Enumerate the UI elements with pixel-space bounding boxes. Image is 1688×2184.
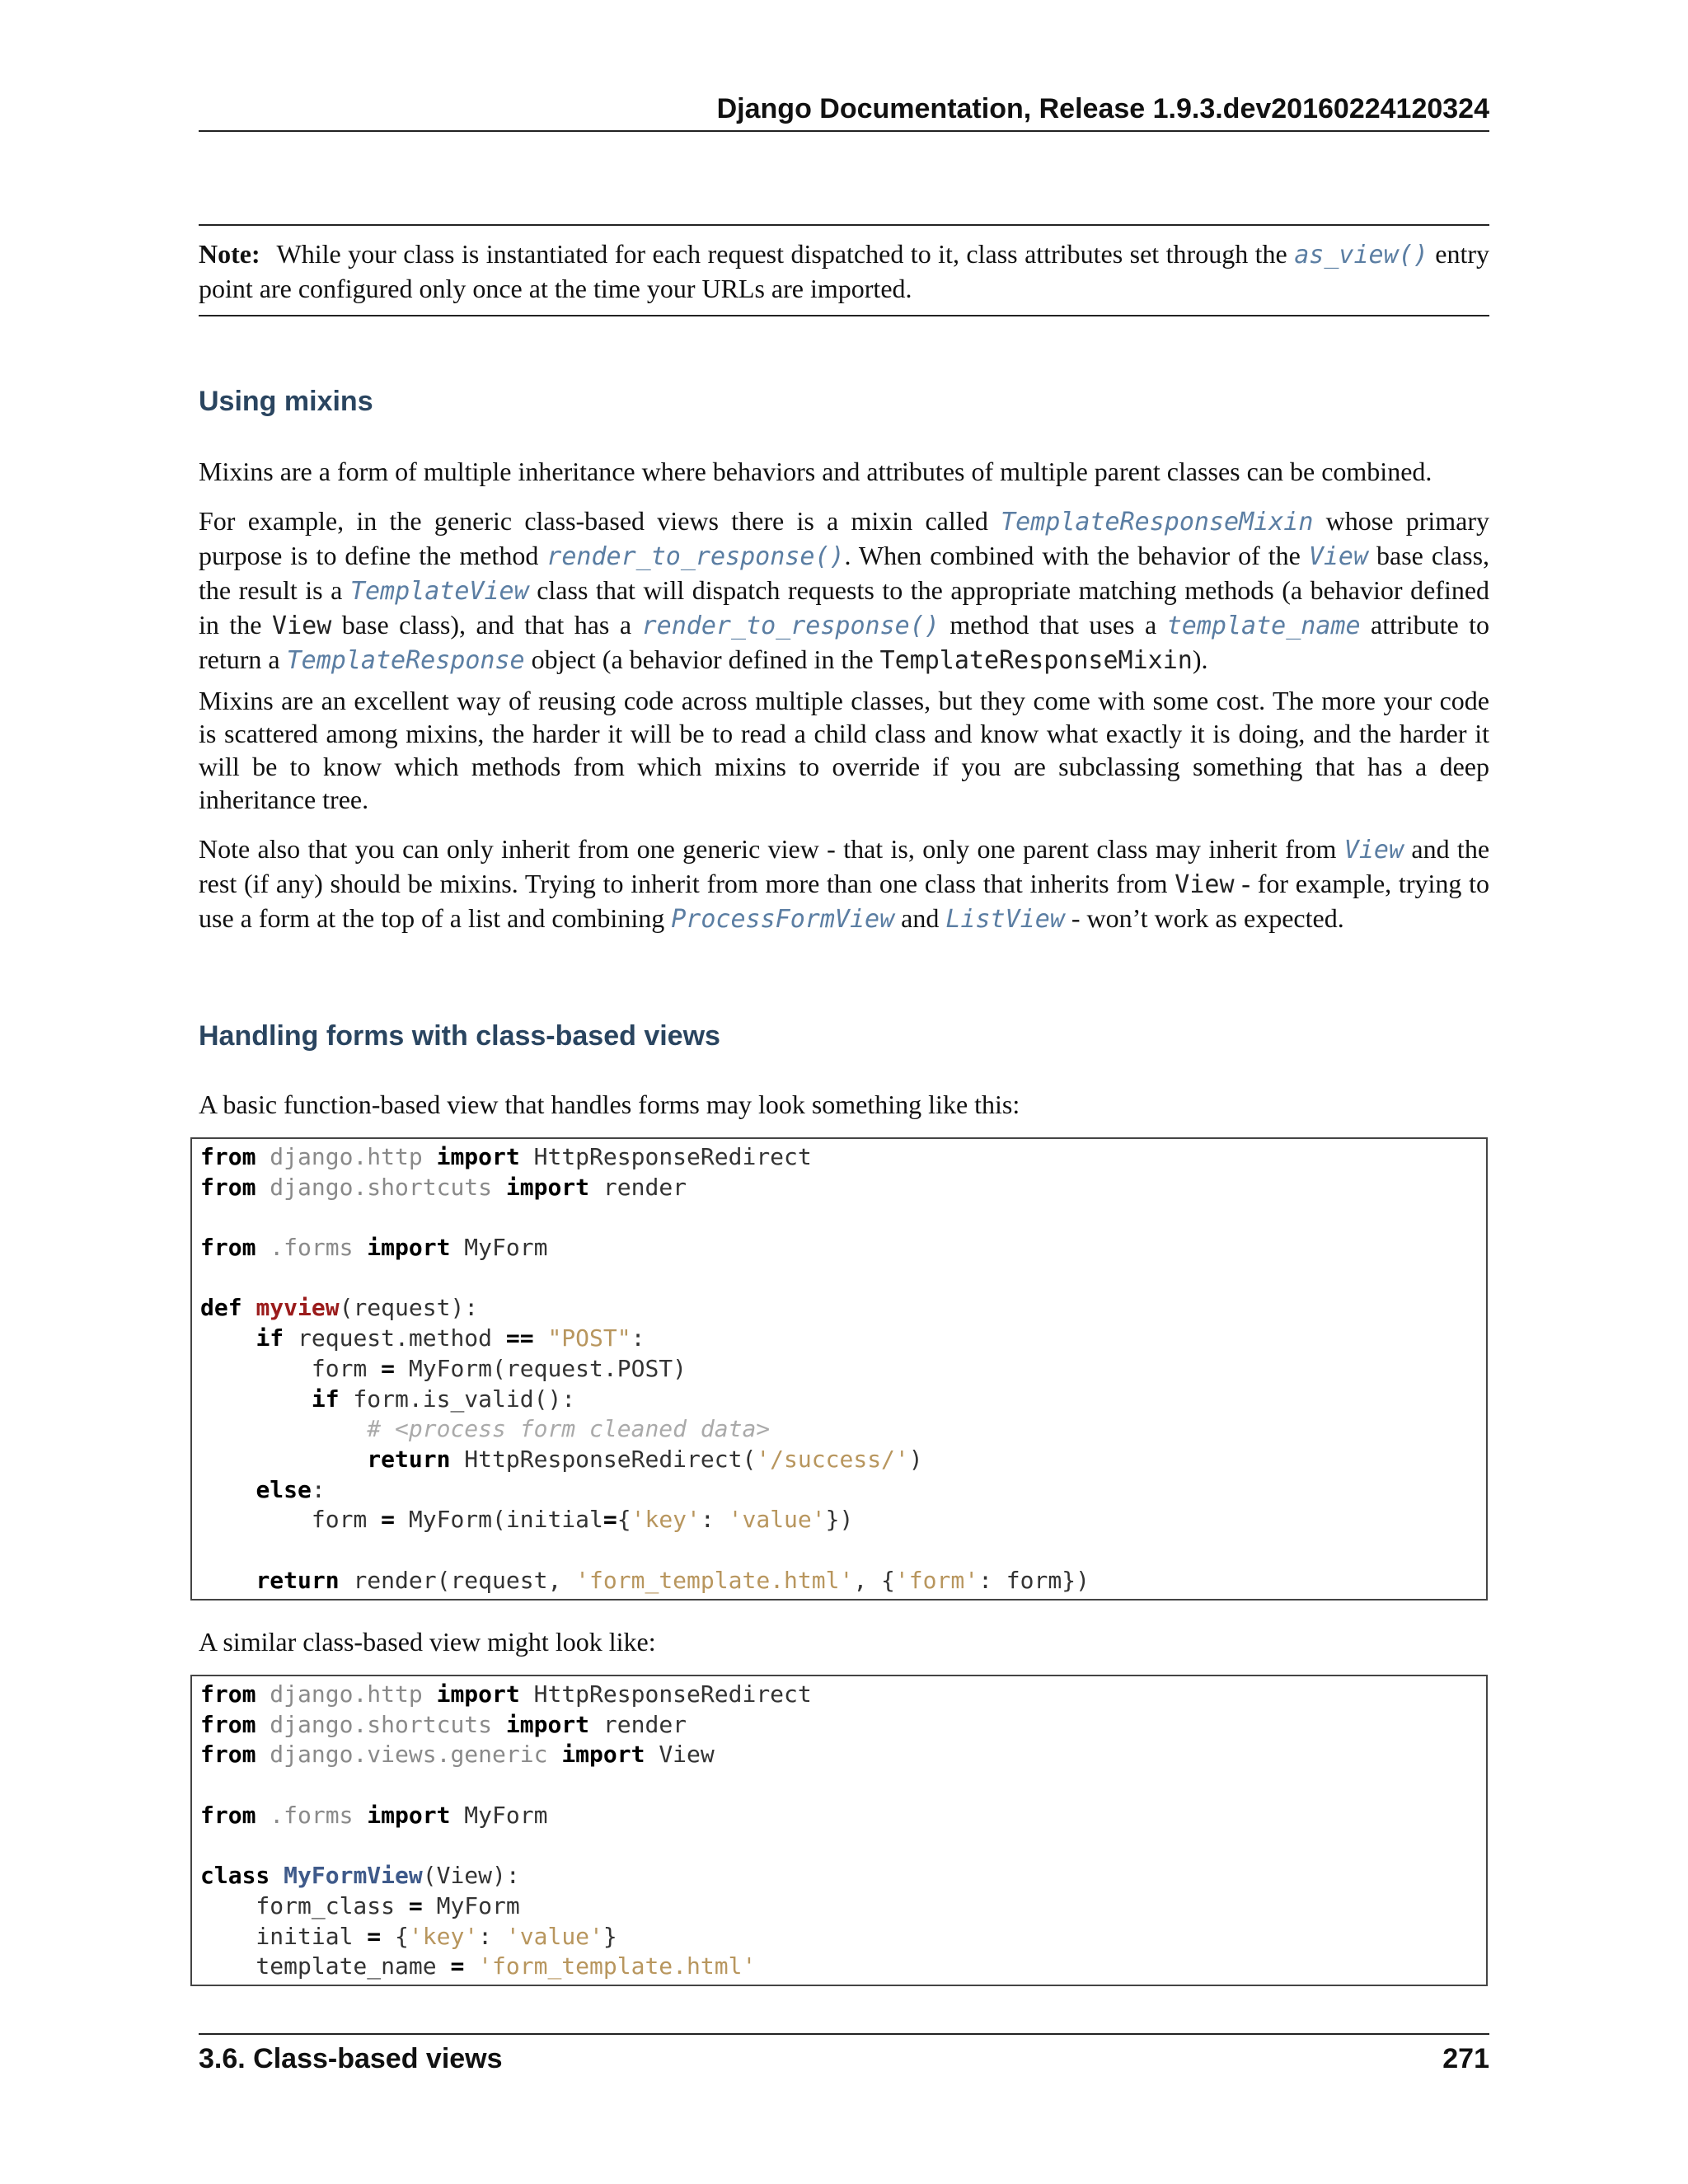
code-token: template_name: [200, 1952, 451, 1980]
note-label: Note:: [199, 239, 260, 269]
code-token: django.shortcuts: [256, 1710, 506, 1738]
code-token: ==: [505, 1324, 534, 1352]
text: . When combined with the behavior of the: [844, 541, 1301, 570]
code-line: [200, 1354, 1478, 1385]
code-token: [200, 1446, 367, 1473]
code-token: , {: [853, 1566, 895, 1594]
note-text-2: entry point are configured only once at the time your URLs are imported.: [199, 239, 1490, 303]
text: attribute to return a: [199, 610, 1490, 674]
text: - for example, trying to use a form at the top of a list and combining: [199, 869, 1490, 933]
code-token: HttpResponseRedirect: [519, 1143, 812, 1170]
code-line: [200, 1710, 1478, 1741]
code-token: initial: [200, 1922, 368, 1950]
text: For example, in the generic class-based views there is a mixin called: [199, 506, 988, 536]
section-heading-handling-forms: Handling forms with class-based views: [199, 1020, 720, 1052]
code-token: [534, 1324, 548, 1352]
code-token: import: [367, 1801, 451, 1829]
text: class that will dispatch requests to the appropriate matching methods (a behavior defined in the: [199, 575, 1490, 640]
code-token: MyForm(initial: [395, 1506, 603, 1534]
text: ).: [1192, 644, 1208, 674]
view-link[interactable]: View: [1343, 836, 1404, 865]
code-token: form: [200, 1506, 382, 1534]
code-token: import: [436, 1680, 520, 1708]
code-token: [200, 1385, 312, 1413]
inline-code: View: [272, 612, 332, 640]
code-line-blank: [200, 1770, 1478, 1801]
code-token: [200, 1476, 256, 1503]
code-token: "POST": [547, 1324, 631, 1352]
code-token: from: [200, 1801, 256, 1829]
code-token: 'form_template.html': [478, 1952, 757, 1980]
code-line: [200, 1173, 1478, 1203]
paragraph: [199, 832, 1489, 936]
code-token: def: [200, 1294, 242, 1322]
code-line: [200, 1922, 1478, 1952]
code-token: }: [603, 1922, 617, 1950]
code-token: from: [200, 1143, 256, 1170]
code-token: .forms: [256, 1234, 368, 1262]
code-token: from: [200, 1710, 256, 1738]
code-token: [270, 1862, 284, 1889]
code-line: [200, 1142, 1478, 1173]
code-line-blank: [200, 1535, 1478, 1566]
code-token: :: [631, 1324, 645, 1352]
code-token: (View):: [422, 1862, 520, 1890]
code-token: =: [408, 1891, 423, 1919]
code-token: [242, 1294, 256, 1321]
code-token: =: [367, 1922, 382, 1950]
code-token: else: [256, 1475, 312, 1503]
code-token: (request):: [339, 1294, 479, 1322]
inline-code: View: [1175, 870, 1235, 899]
code-line: [200, 1445, 1478, 1475]
note-admonition: [199, 224, 1489, 316]
code-line: [200, 1861, 1478, 1891]
code-token: from: [200, 1680, 256, 1708]
code-block-function-view: [190, 1137, 1488, 1601]
code-token: [200, 1415, 367, 1442]
text: and: [901, 903, 940, 933]
process-form-view-link[interactable]: ProcessFormView: [671, 905, 895, 934]
code-token: :: [478, 1922, 506, 1950]
code-token: MyForm: [450, 1801, 548, 1829]
template-response-link[interactable]: TemplateResponse: [286, 646, 525, 675]
footer-section-title: 3.6. Class-based views: [199, 2043, 503, 2074]
code-token: MyFormView: [284, 1862, 423, 1890]
code-token: 'value': [728, 1506, 826, 1534]
code-token: request.method: [284, 1324, 506, 1352]
code-line: [200, 1324, 1478, 1354]
code-token: form: [200, 1354, 382, 1382]
code-block-class-view: [190, 1675, 1488, 1986]
code-line: [200, 1801, 1478, 1831]
text: Note also that you can only inherit from one generic view - that is, only one parent class may inherit from: [199, 834, 1337, 864]
inline-code: TemplateResponseMixin: [879, 646, 1193, 675]
paragraph: A similar class-based view might look like:: [199, 1627, 656, 1657]
text: method that uses a: [950, 610, 1157, 640]
code-token: [200, 1324, 256, 1352]
code-line-blank: [200, 1263, 1478, 1294]
page-number: 271: [1442, 2043, 1489, 2074]
code-token: import: [505, 1710, 590, 1738]
paragraph: Mixins are a form of multiple inheritance where behaviors and attributes of multiple parent classes can be combined.: [199, 457, 1432, 486]
code-line: [200, 1385, 1478, 1415]
code-line: [200, 1891, 1478, 1922]
code-token: form_class: [200, 1891, 409, 1919]
code-token: [464, 1952, 478, 1980]
code-line-blank: [200, 1830, 1478, 1861]
render-to-response-link[interactable]: render_to_response(): [641, 612, 940, 640]
text: - won’t work as expected.: [1071, 903, 1344, 933]
text: object (a behavior defined in the: [531, 644, 874, 674]
code-token: =: [603, 1506, 617, 1534]
code-token: import: [367, 1234, 451, 1262]
code-line: [200, 1475, 1478, 1506]
code-token: import: [436, 1143, 520, 1170]
code-token: HttpResponseRedirect: [519, 1680, 812, 1708]
code-line: [200, 1414, 1478, 1445]
code-line: [200, 1233, 1478, 1263]
code-token: {: [617, 1506, 631, 1534]
paragraph: A basic function-based view that handles forms may look something like this:: [199, 1090, 1020, 1119]
code-token: django.views.generic: [256, 1741, 562, 1769]
template-name-link[interactable]: template_name: [1166, 612, 1361, 640]
code-token: :: [700, 1506, 729, 1534]
code-token: class: [200, 1862, 270, 1890]
code-token: 'key': [408, 1922, 479, 1950]
code-token: HttpResponseRedirect(: [450, 1445, 757, 1473]
code-token: render(request,: [339, 1566, 576, 1594]
code-token: ): [908, 1445, 923, 1473]
text: base class), and that has a: [341, 610, 632, 640]
list-view-link[interactable]: ListView: [945, 905, 1065, 934]
code-token: 'form': [894, 1566, 979, 1594]
code-token: [200, 1567, 256, 1594]
text: base class, the result is a: [199, 541, 1490, 605]
code-token: from: [200, 1173, 256, 1201]
running-header: Django Documentation, Release 1.9.3.dev20160224120324: [199, 87, 1489, 132]
code-line: [200, 1680, 1478, 1710]
as-view-link[interactable]: as_view(): [1294, 241, 1428, 269]
view-link[interactable]: View: [1308, 542, 1369, 571]
code-token: =: [381, 1506, 396, 1534]
code-token: if: [256, 1324, 284, 1352]
template-view-link[interactable]: TemplateView: [349, 577, 529, 606]
code-token: MyForm(request.POST): [395, 1354, 687, 1382]
code-token: django.http: [256, 1143, 437, 1170]
code-token: # <process form cleaned data>: [367, 1415, 771, 1443]
note-text: While your class is instantiated for each request dispatched to it, class attributes set through the: [276, 239, 1287, 269]
code-token: :: [311, 1475, 326, 1503]
code-token: render: [589, 1710, 687, 1738]
render-to-response-link[interactable]: render_to_response(): [546, 542, 845, 571]
code-token: myview: [256, 1294, 340, 1322]
code-line: [200, 1566, 1478, 1596]
code-token: =: [381, 1354, 396, 1382]
paragraph: [199, 504, 1489, 677]
code-token: 'value': [505, 1922, 603, 1950]
paragraph: Mixins are an excellent way of reusing code across multiple classes, but they come with some cost. The more your code is scattered among mixins, the harder it will be to read a child class and know what exactly it is doing, and the harder it will be to know which methods from which mixins to override if you are subclassing something that has a deep inheritance tree.: [199, 686, 1489, 814]
code-token: import: [561, 1741, 645, 1769]
code-token: '/success/': [756, 1445, 909, 1473]
text: and the rest (if any) should be mixins. Trying to inherit from more than one class that inherits from: [199, 834, 1490, 898]
code-token: View: [645, 1741, 715, 1769]
template-response-mixin-link[interactable]: TemplateResponseMixin: [1001, 508, 1314, 537]
code-line: [200, 1293, 1478, 1324]
code-token: MyForm: [450, 1234, 548, 1262]
code-token: =: [450, 1952, 465, 1980]
code-line-blank: [200, 1202, 1478, 1233]
code-token: : form}): [978, 1566, 1090, 1594]
code-token: render: [589, 1173, 687, 1201]
text: whose primary purpose is to define the method: [199, 506, 1489, 570]
code-token: }): [825, 1506, 854, 1534]
code-token: return: [256, 1566, 340, 1594]
code-line: [200, 1740, 1478, 1770]
code-token: django.http: [256, 1680, 437, 1708]
code-token: 'key': [631, 1506, 701, 1534]
code-token: return: [367, 1445, 451, 1473]
code-token: .forms: [256, 1801, 368, 1829]
code-token: 'form_template.html': [575, 1566, 854, 1594]
code-token: if: [311, 1385, 340, 1413]
code-line: [200, 1505, 1478, 1535]
code-token: form.is_valid():: [339, 1385, 576, 1413]
section-heading-using-mixins: Using mixins: [199, 386, 373, 417]
code-token: import: [505, 1173, 590, 1201]
code-token: from: [200, 1234, 256, 1262]
page-footer: [199, 2033, 1489, 2075]
code-line: [200, 1952, 1478, 1982]
code-token: django.shortcuts: [256, 1173, 506, 1201]
code-token: MyForm: [422, 1891, 520, 1919]
code-token: {: [381, 1922, 409, 1950]
code-token: from: [200, 1741, 256, 1769]
